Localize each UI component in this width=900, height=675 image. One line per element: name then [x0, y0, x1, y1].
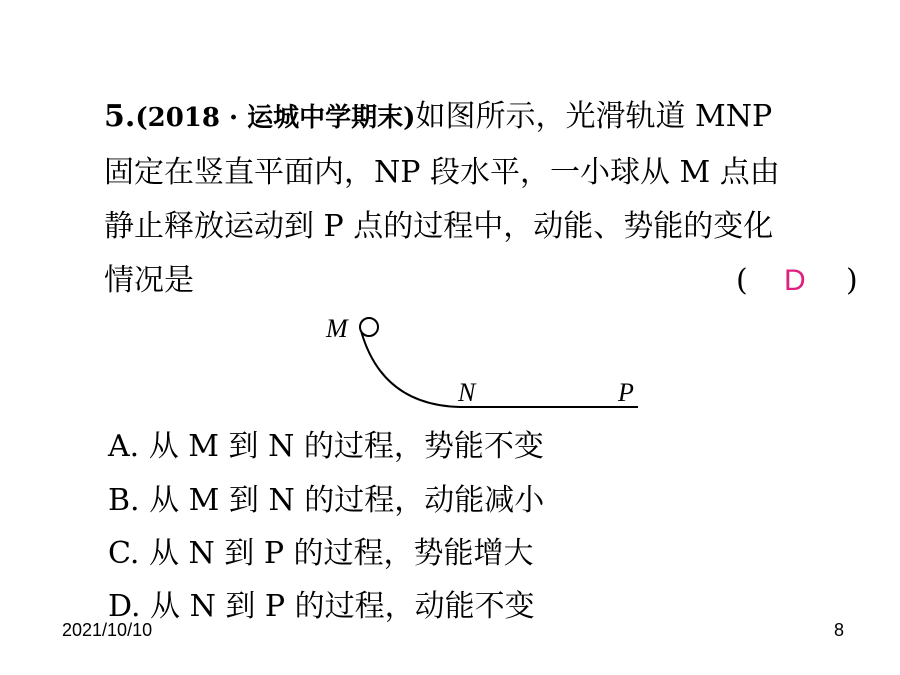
option-d: D. 从 N 到 P 的过程，动能不变 — [108, 589, 535, 624]
question-text-1: 如图所示，光滑轨道 MNP — [415, 99, 773, 134]
question-source: (2018 · 运城中学期末) — [135, 103, 416, 133]
footer-date: 2021/10/10 — [62, 620, 153, 640]
label-m: M — [326, 314, 348, 343]
track-diagram — [320, 305, 650, 415]
option-c: C. 从 N 到 P 的过程，势能增大 — [108, 536, 534, 571]
answer-value: D — [784, 264, 806, 297]
answer-bracket-close: ) — [846, 263, 858, 298]
option-a: A. 从 M 到 N 的过程，势能不变 — [108, 429, 544, 464]
question-line-1 — [104, 100, 772, 135]
option-b: B. 从 M 到 N 的过程，动能减小 — [108, 483, 545, 518]
question-number: 5. — [104, 99, 136, 134]
curved-track — [360, 327, 638, 407]
question-line-2: 固定在竖直平面内，NP 段水平，一小球从 M 点由 — [104, 155, 780, 190]
question-line-3: 静止释放运动到 P 点的过程中，动能、势能的变化 — [104, 209, 774, 244]
label-p: P — [618, 378, 634, 407]
footer-page-number: 8 — [834, 620, 845, 640]
label-n: N — [458, 378, 476, 407]
ball-icon — [360, 318, 378, 336]
question-line-4: 情况是 — [104, 263, 194, 298]
answer-bracket-open: ( — [736, 263, 748, 298]
